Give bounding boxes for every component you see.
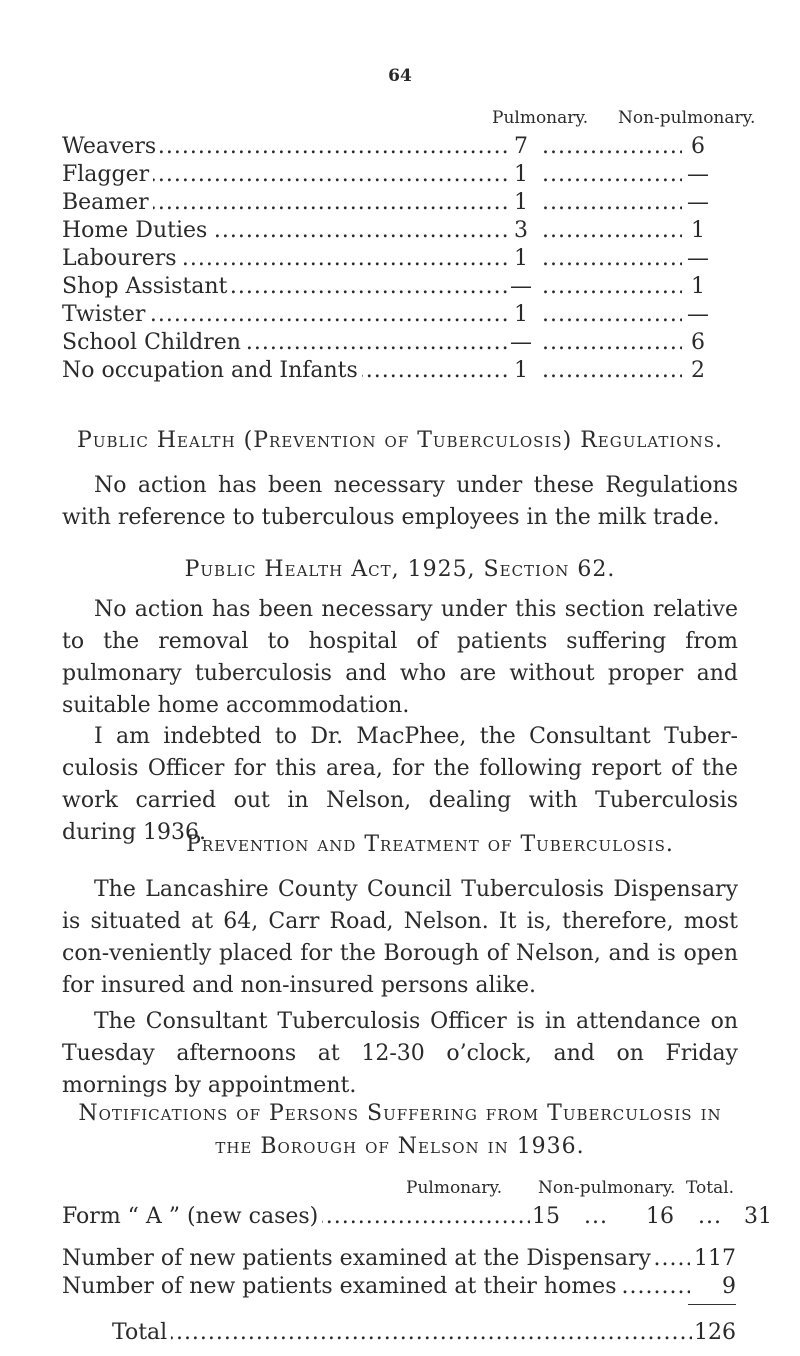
occupation-label: No occupation and Infants [62, 358, 362, 383]
section-heading-notifications: Notifications of Persons Suffering from Tuberculosis in [78, 1101, 722, 1126]
homes-value: 9 [694, 1274, 736, 1299]
total-value: 126 [694, 1320, 736, 1345]
section-62-paragraph: No action has been necessary under this section relative to the removal to hospital of patients suffering from pulmonary tuberculosis and who are without proper and suitable home accommodation. [62, 597, 738, 718]
form-a-label: Form “ A ” (new cases) [62, 1204, 322, 1229]
section-heading-regulations: Public Health (Prevention of Tuberculosis) Regulations. [77, 428, 723, 453]
form-a-pulmonary: 15 [532, 1204, 560, 1229]
occupation-non-pulmonary-count: 2 [686, 358, 710, 383]
total-rule [688, 1304, 736, 1305]
acknowledgement-paragraph: I am indebted to Dr. MacPhee, the Consultant Tuber-culosis Officer for this area, for the following report of the work carried out in Nelson, dealing with Tuberculosis during 1936. [62, 724, 738, 845]
form-a-sep2: ... [698, 1204, 722, 1229]
total-label: Total [112, 1320, 171, 1345]
form-a-non-pulmonary: 16 [646, 1204, 674, 1229]
page-number: 64 [388, 66, 412, 86]
occupation-header-non-pulmonary: Non-pulmonary. [618, 108, 756, 128]
notifications-header-non-pulmonary: Non-pulmonary. [538, 1178, 676, 1198]
occupation-non-pulmonary-count: — [687, 246, 709, 271]
dispensary-paragraph: The Lancashire County Council Tuberculosis Dispensary is situated at 64, Carr Road, Nelson. It is, therefore, most con-veniently placed for the Borough of Nelson, and is open for insured and non-insured persons alike. [62, 877, 738, 998]
occupation-pulmonary-count: 1 [510, 358, 532, 383]
occupation-pulmonary-count: 3 [510, 218, 532, 243]
occupation-non-pulmonary-count: 1 [686, 274, 710, 299]
form-a-total: 31 [744, 1204, 772, 1229]
occupation-non-pulmonary-count: 1 [686, 218, 710, 243]
occupation-pulmonary-count: 7 [510, 134, 532, 159]
form-a-sep1: ... [584, 1204, 608, 1229]
occupation-pulmonary-count: — [510, 330, 532, 355]
homes-label: Number of new patients examined at their homes [62, 1274, 621, 1299]
occupation-label: Twister [62, 302, 149, 327]
occupation-label: Beamer [62, 190, 153, 215]
occupation-non-pulmonary-count: 6 [686, 330, 710, 355]
occupation-non-pulmonary-count: — [687, 162, 709, 187]
occupation-pulmonary-count: 1 [510, 302, 532, 327]
occupation-label: Home Duties [62, 218, 211, 243]
occupation-label: School Children [62, 330, 245, 355]
occupation-pulmonary-count: 1 [510, 190, 532, 215]
section-heading-public-health-act: Public Health Act, 1925, Section 62. [184, 557, 616, 582]
section-heading-prevention-treatment: Prevention and Treatment of Tuberculosis. [186, 832, 674, 857]
occupation-label: Labourers [62, 246, 181, 271]
occupation-pulmonary-count: — [510, 274, 532, 299]
occupation-label: Flagger [62, 162, 153, 187]
dispensary-value: 117 [694, 1246, 736, 1271]
regulations-paragraph: No action has been necessary under these Regulations with reference to tuberculous employees in the milk trade. [62, 473, 738, 530]
occupation-pulmonary-count: 1 [510, 162, 532, 187]
occupation-non-pulmonary-count: 6 [686, 134, 710, 159]
dispensary-label: Number of new patients examined at the Dispensary [62, 1246, 655, 1271]
occupation-header-pulmonary: Pulmonary. [492, 108, 589, 128]
occupation-label: Weavers [62, 134, 160, 159]
occupation-pulmonary-count: 1 [510, 246, 532, 271]
section-heading-notifications-line2: the Borough of Nelson in 1936. [215, 1134, 585, 1159]
occupation-non-pulmonary-count: — [687, 190, 709, 215]
attendance-paragraph: The Consultant Tuberculosis Officer is in attendance on Tuesday afternoons at 12-30 o’clock, and on Friday mornings by appointment. [62, 1009, 738, 1098]
occupation-non-pulmonary-count: — [687, 302, 709, 327]
notifications-header-pulmonary: Pulmonary. [406, 1178, 503, 1198]
notifications-header-total: Total. [686, 1178, 735, 1198]
occupation-label: Shop Assistant [62, 274, 231, 299]
